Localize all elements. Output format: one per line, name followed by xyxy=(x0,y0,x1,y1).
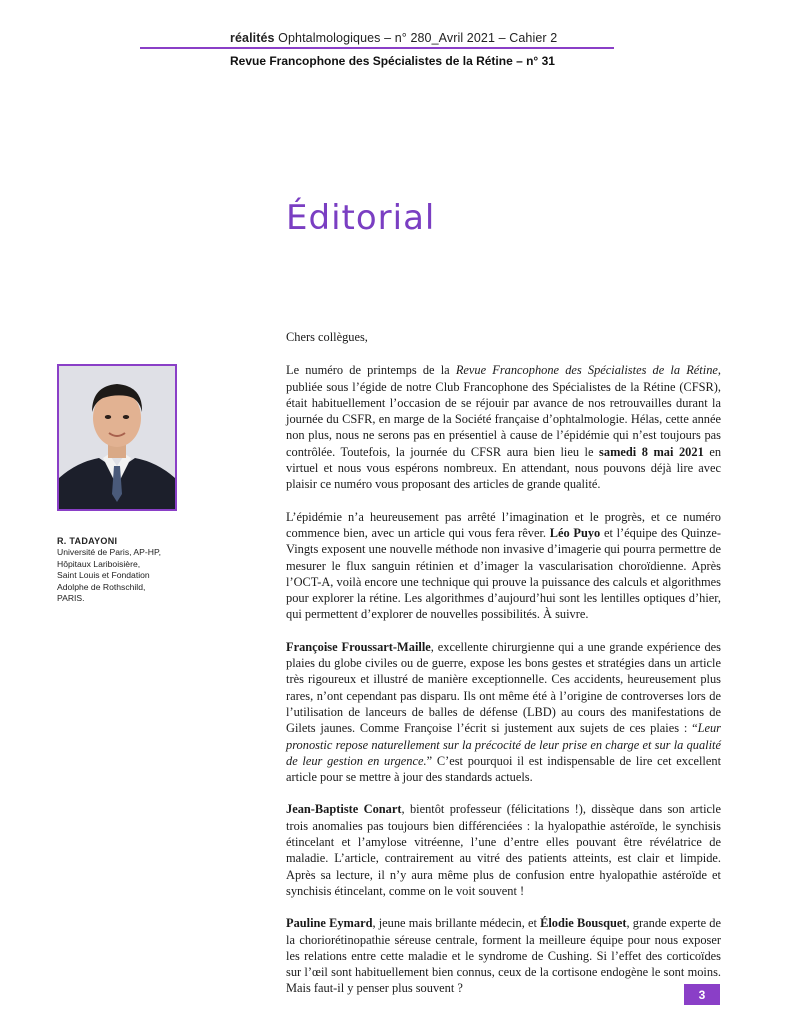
author-mention: Pauline Eymard xyxy=(286,916,373,931)
journal-subtitle: Revue Francophone des Spécialistes de la Rétine – n° 31 xyxy=(230,54,555,68)
greeting: Chers collègues, xyxy=(286,330,368,344)
author-affiliation-line: Hôpitaux Lariboisière, xyxy=(57,558,141,569)
page-number: 3 xyxy=(684,984,720,1005)
author-mention: Élodie Bousquet xyxy=(540,916,627,931)
author-mention: Léo Puyo xyxy=(549,525,601,540)
author-block xyxy=(57,536,187,604)
paragraph-2: L’épidémie n’a heureusement pas arrêté l’imagination et le progrès, et ce numéro commence bien, avec un article qui vous fera rêver. Léo Puyo et l’équipe des Quinze-Vingts exposent une nouvelle méthode non invasive d’imagerie qui pourra permettre de mesurer le flux sanguin rétinien et d’imager la vascularisation choroïdienne. Après l’OCT-A, voilà encore une technique qui prouve la puissance des calculs et algorithmes pour explorer la rétine. Les algorithmes d’aujourd’hui sont les lentilles optiques d’hier, qui permettent d’explorer de nouvelles possibilités. À suivre. xyxy=(286,509,721,622)
author-affiliation-line: Saint Louis et Fondation xyxy=(57,570,150,581)
journal-issue-line xyxy=(230,31,558,45)
paragraph-3: Françoise Froussart-Maille, excellente chirurgienne qui a une grande expérience des plaies du globe civiles ou de guerre, expose les bons gestes et stratégies dans un article très rigoureux et illustré de manière exceptionnelle. Ces accidents, heureusement plus rares, n’ont cependant pas disparu. Ils ont même été à l’origine de controverses lors de l’utilisation de lanceurs de balles de défense (LBD) au cours des manifestations de Gilets jaunes. Comme Françoise l’écrit si justement aux sujets de ces plaies : “Leur pronostic repose naturellement sur la précocité de leur prise en charge et sur la qualité de leur gestion en urgence.” C’est pourquoi il est indispensable de lire cet excellent article pour se mettre à jour des standards actuels. xyxy=(286,639,722,785)
header-divider xyxy=(140,47,614,49)
journal-brand: réalités xyxy=(230,31,275,45)
paragraph-4: Jean-Baptiste Conart, bientôt professeur (félicitations !), dissèque dans son article trois anomalies pas toujours bien différenciées : la hyalopathie astéroïde, le synchisis étincelant et l’amylose vitréenne, l’une d’entre elles pouvant être révélatrice de maladie. L’article, contrairement au vitré des patients atteints, est clair et limpide. Après sa lecture, il n’y aura même plus de confusion entre hyalopathie astéroïde et synchisis étincelant, comme on le voit souvent ! xyxy=(286,802,722,898)
author-name: R. TADAYONI xyxy=(57,536,118,546)
page-title: Éditorial xyxy=(286,198,436,238)
paragraph-5: Pauline Eymard, jeune mais brillante médecin, et Élodie Bousquet, grande experte de la choriorétinopathie séreuse centrale, forment la meilleure équipe pour nous exposer les relations entre cette maladie et le syndrome de Cushing. Si l’effet des corticoïdes sur l’œil sont habituellement bien connus, ceux de la cortisone endogène le sont moins. Mais faut-il y penser plus souvent ? xyxy=(286,916,721,996)
journal-issue: Ophtalmologiques – n° 280_Avril 2021 – Cahier 2 xyxy=(278,31,558,45)
author-mention: Jean-Baptiste Conart xyxy=(286,802,402,817)
journal-name: Revue Francophone des Spécialistes de la Rétine xyxy=(455,363,718,378)
author-affiliation-line: PARIS. xyxy=(57,593,85,604)
author-mention: Françoise Froussart-Maille xyxy=(286,639,431,654)
author-affiliation-line: Université de Paris, AP-HP, xyxy=(57,547,161,558)
running-header xyxy=(230,31,558,45)
editorial-body xyxy=(286,329,721,1013)
event-date: samedi 8 mai 2021 xyxy=(599,444,704,459)
quotation: Leur pronostic repose naturellement sur la précocité de leur prise en charge et sur la qualité de leur gestion en urgence. xyxy=(286,721,721,768)
paragraph-1: Le numéro de printemps de la Revue Francophone des Spécialistes de la Rétine, publiée sous l’égide de notre Club Francophone des Spécialistes de la Rétine (CFSR), était habituellement l’occasion de se réjouir par avance de nos retrouvailles durant la journée du CSFR, en marge de la Société française d’ophtalmologie. Hélas, cette année non plus, nous ne serons pas en présentiel à cause de l’épidémie qui n’est toujours pas contrôlée. Toutefois, la journée du CFSR aura bien lieu le samedi 8 mai 2021 en virtuel et nous vous espérons nombreux. En attendant, nous pouvons déjà lire avec plaisir ce numéro vous proposant des articles de grande qualité. xyxy=(286,363,722,492)
author-photo xyxy=(57,364,177,511)
author-affiliation-line: Adolphe de Rothschild, xyxy=(57,581,146,592)
